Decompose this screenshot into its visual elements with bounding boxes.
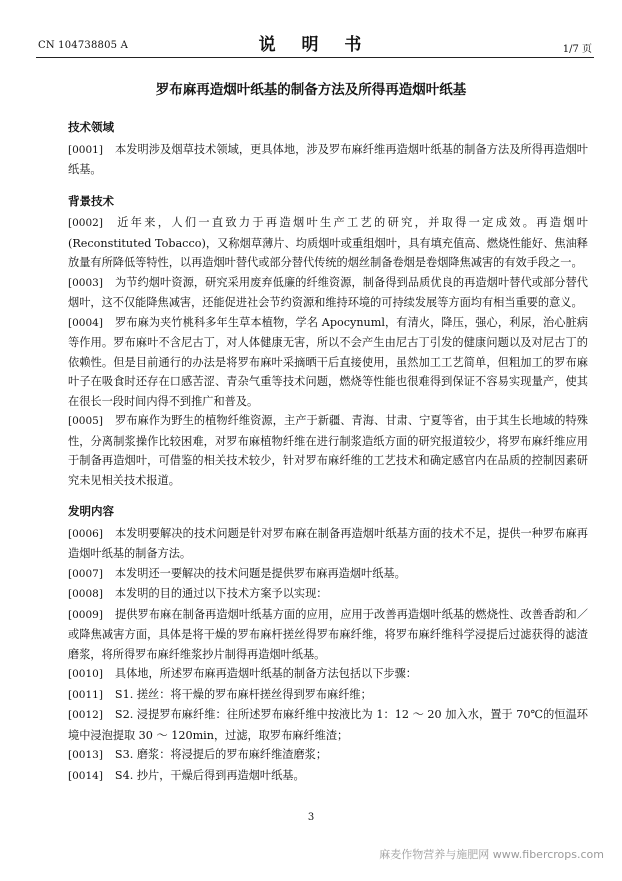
document-body — [68, 118, 588, 786]
paragraph-number: [0008] — [68, 588, 103, 600]
paragraph-number: [0004] — [68, 316, 103, 329]
paragraph — [68, 140, 588, 180]
paragraph — [68, 524, 588, 564]
paragraph-number: [0013] — [68, 749, 103, 761]
paragraph — [68, 605, 588, 665]
paragraph-number: [0009] — [68, 608, 103, 621]
paragraph-text: S3. 磨浆：将浸提后的罗布麻纤维渣磨浆； — [114, 748, 328, 761]
paragraph — [68, 273, 588, 313]
paragraph — [68, 766, 588, 787]
page-counter: 1/7 页 — [562, 44, 592, 55]
page-header — [38, 30, 592, 56]
section-heading-tech-field: 技术领域 — [68, 120, 114, 134]
paragraph-number: [0010] — [68, 668, 103, 680]
paragraph-number: [0012] — [68, 709, 103, 721]
paragraph — [68, 313, 588, 412]
paragraph-text: 为节约烟叶资源，研究采用废弃低廉的纤维资源，制备得到品质优良的再造烟叶替代或部分替代烟叶，这不仅能降焦减害，还能促进社会节约资源和维持环境的可持续发展等方面均有相当重要的意义。 — [68, 275, 588, 309]
paragraph — [68, 411, 588, 490]
paragraph-number: [0003] — [68, 276, 103, 289]
page-number: 3 — [307, 812, 315, 823]
paragraph-number: [0001] — [68, 143, 103, 156]
paragraph-text: 罗布麻为夹竹桃科多年生草本植物，学名 Apocynuml，有清火，降压，强心，利尿，治心脏病等作用。罗布麻叶不含尼古丁，对人体健康无害，所以不会产生由尼古丁引发的健康问题以及对尼古丁的依赖性。但是目前通行的办法是将罗布麻叶采摘晒干后直接使用，虽然加工工艺简单，但粗加工的罗布麻叶子在吸食时还存在口感苦涩、青杂气重等技术问题，燃烧等性能也很难得到保证不容易实现量产，使其在很长一段时间内得不到推广和普及。 — [68, 315, 588, 408]
paragraph — [68, 564, 588, 585]
patent-number: CN 104738805 A — [38, 40, 129, 51]
paragraph-text: 近年来，人们一直致力于再造烟叶生产工艺的研究，并取得一定成效。再造烟叶(Reconstituted Tobacco)，又称烟草薄片、均质烟叶或重组烟叶，具有填充值高、燃烧性能好、焦油释放量有所降低等特性，以再造烟叶替代或部分替代传统的烟丝制备卷烟是卷烟降焦减害的有效手段之一。 — [68, 216, 588, 269]
paragraph-text: 本发明涉及烟草技术领域，更具体地，涉及罗布麻纤维再造烟叶纸基的制备方法及所得再造烟叶纸基。 — [68, 142, 588, 176]
paragraph-text: S4. 抄片，干燥后得到再造烟叶纸基。 — [114, 768, 305, 782]
paragraph-number: [0007] — [68, 567, 103, 580]
paragraph-number: [0006] — [68, 527, 103, 540]
paragraph — [68, 584, 588, 605]
paragraph-text: 具体地，所述罗布麻再造烟叶纸基的制备方法包括以下步骤： — [114, 667, 417, 680]
paragraph-text: 本发明还一要解决的技术问题是提供罗布麻再造烟叶纸基。 — [114, 566, 406, 580]
header-rule — [36, 57, 594, 58]
paragraph — [68, 745, 588, 766]
paragraph-text: 本发明要解决的技术问题是针对罗布麻在制备再造烟叶纸基方面的技术不足，提供一种罗布麻再造烟叶纸基的制备方法。 — [68, 526, 588, 560]
paragraph-text: S2. 浸提罗布麻纤维：往所述罗布麻纤维中按液比为 1：12 ～ 20 加入水，置于 70℃的恒温环境中浸泡提取 30 ～ 120min，过滤，取罗布麻纤维渣； — [68, 708, 588, 742]
paragraph-text: S1. 搓丝：将干燥的罗布麻杆搓丝得到罗布麻纤维； — [114, 687, 372, 701]
document-title: 罗布麻再造烟叶纸基的制备方法及所得再造烟叶纸基 — [155, 82, 467, 98]
section-heading-content: 发明内容 — [68, 504, 114, 518]
paragraph-text: 罗布麻作为野生的植物纤维资源，主产于新疆、青海、甘肃、宁夏等省，由于其生长地域的特殊性，分离制浆操作比较困难，对罗布麻植物纤维在进行制浆造纸方面的研究报道较少，将罗布麻纤维应用于制备再造烟叶，可借鉴的相关技术较少，针对罗布麻纤维的工艺技术和确定感官内在品质的控制因素研究未见相关技术报道。 — [68, 414, 588, 487]
paragraph-number: [0011] — [68, 688, 103, 701]
section-heading-background: 背景技术 — [68, 193, 114, 208]
paragraph-number: [0014] — [68, 769, 103, 782]
paragraph — [68, 664, 588, 685]
paragraph — [68, 213, 588, 273]
paragraph — [68, 685, 588, 706]
watermark: 麻麦作物营养与施肥网 www.fibercrops.com — [379, 848, 604, 861]
paragraph-number: [0002] — [68, 217, 103, 229]
paragraph-text: 本发明的目的通过以下技术方案予以实现： — [114, 587, 328, 600]
paragraph-text: 提供罗布麻在制备再造烟叶纸基方面的应用，应用于改善再造烟叶纸基的燃烧性、改善香韵和／或降焦减害方面，具体是将干燥的罗布麻杆搓丝得罗布麻纤维，将罗布麻纤维科学浸提后过滤获得的滤渣磨浆，将所得罗布麻纤维浆抄片制得再造烟叶纸基。 — [68, 607, 588, 661]
document-type: 说 明 书 — [258, 35, 372, 55]
paragraph — [68, 705, 588, 745]
paragraph-number: [0005] — [68, 415, 103, 427]
